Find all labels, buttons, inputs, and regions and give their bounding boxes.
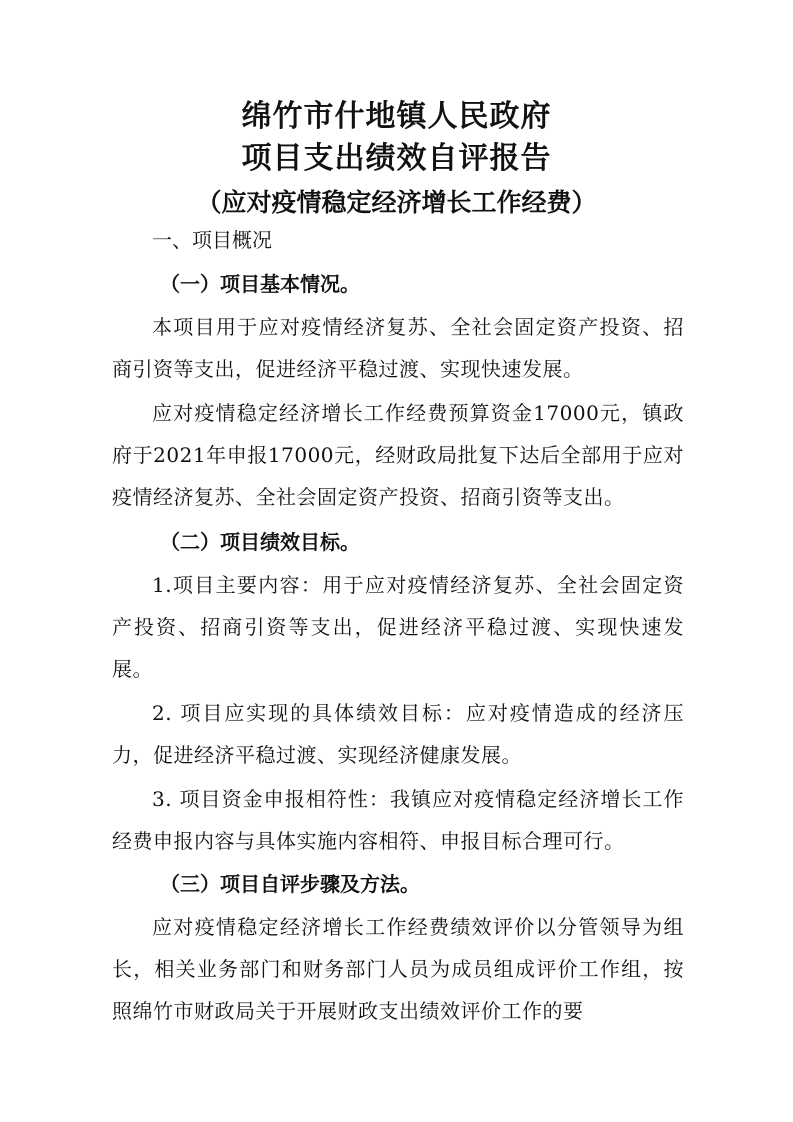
document-title-line-1: 绵竹市什地镇人民政府 [241,99,552,134]
subsection-heading-performance-goals: （二）项目绩效目标。 [160,530,360,554]
paragraph-budget: 应对疫情稳定经济增长工作经费预算资金17000元，镇政府于2021年申报17000元，经财政局批复下达后全部用于应对疫情经济复苏、全社会固定资产投资、招商引资等支出。 [112,401,684,509]
paragraph-evaluation-method: 应对疫情稳定经济增长工作经费绩效评价以分管领导为组长，相关业务部门和财务部门人员为成员组成评价工作组，按照绵竹市财政局关于开展财政支出绩效评价工作的要 [112,915,684,1023]
list-item-fund-conformity: 3. 项目资金申报相符性：我镇应对疫情稳定经济增长工作经费申报内容与具体实施内容相符、申报目标合理可行。 [112,787,684,853]
section-heading-project-overview: 一、项目概况 [152,228,272,252]
list-item-main-content: 1.项目主要内容：用于应对疫情经济复苏、全社会固定资产投资、招商引资等支出，促进经济平稳过渡、实现快速发展。 [112,573,684,681]
subsection-heading-evaluation-method: （三）项目自评步骤及方法。 [160,872,420,896]
subsection-heading-basic-info: （一）项目基本情况。 [160,272,360,296]
document-body [112,218,684,1032]
list-item-specific-goals: 2. 项目应实现的具体绩效目标：应对疫情造成的经济压力，促进经济平稳过渡、实现经济健康发展。 [112,701,684,767]
document-subtitle: （应对疫情稳定经济增长工作经费） [196,188,597,217]
document-title-line-2: 项目支出绩效自评报告 [241,141,552,176]
document-title-block [0,96,793,222]
paragraph-project-purpose: 本项目用于应对疫情经济复苏、全社会固定资产投资、招商引资等支出，促进经济平稳过渡、实现快速发展。 [112,315,684,381]
